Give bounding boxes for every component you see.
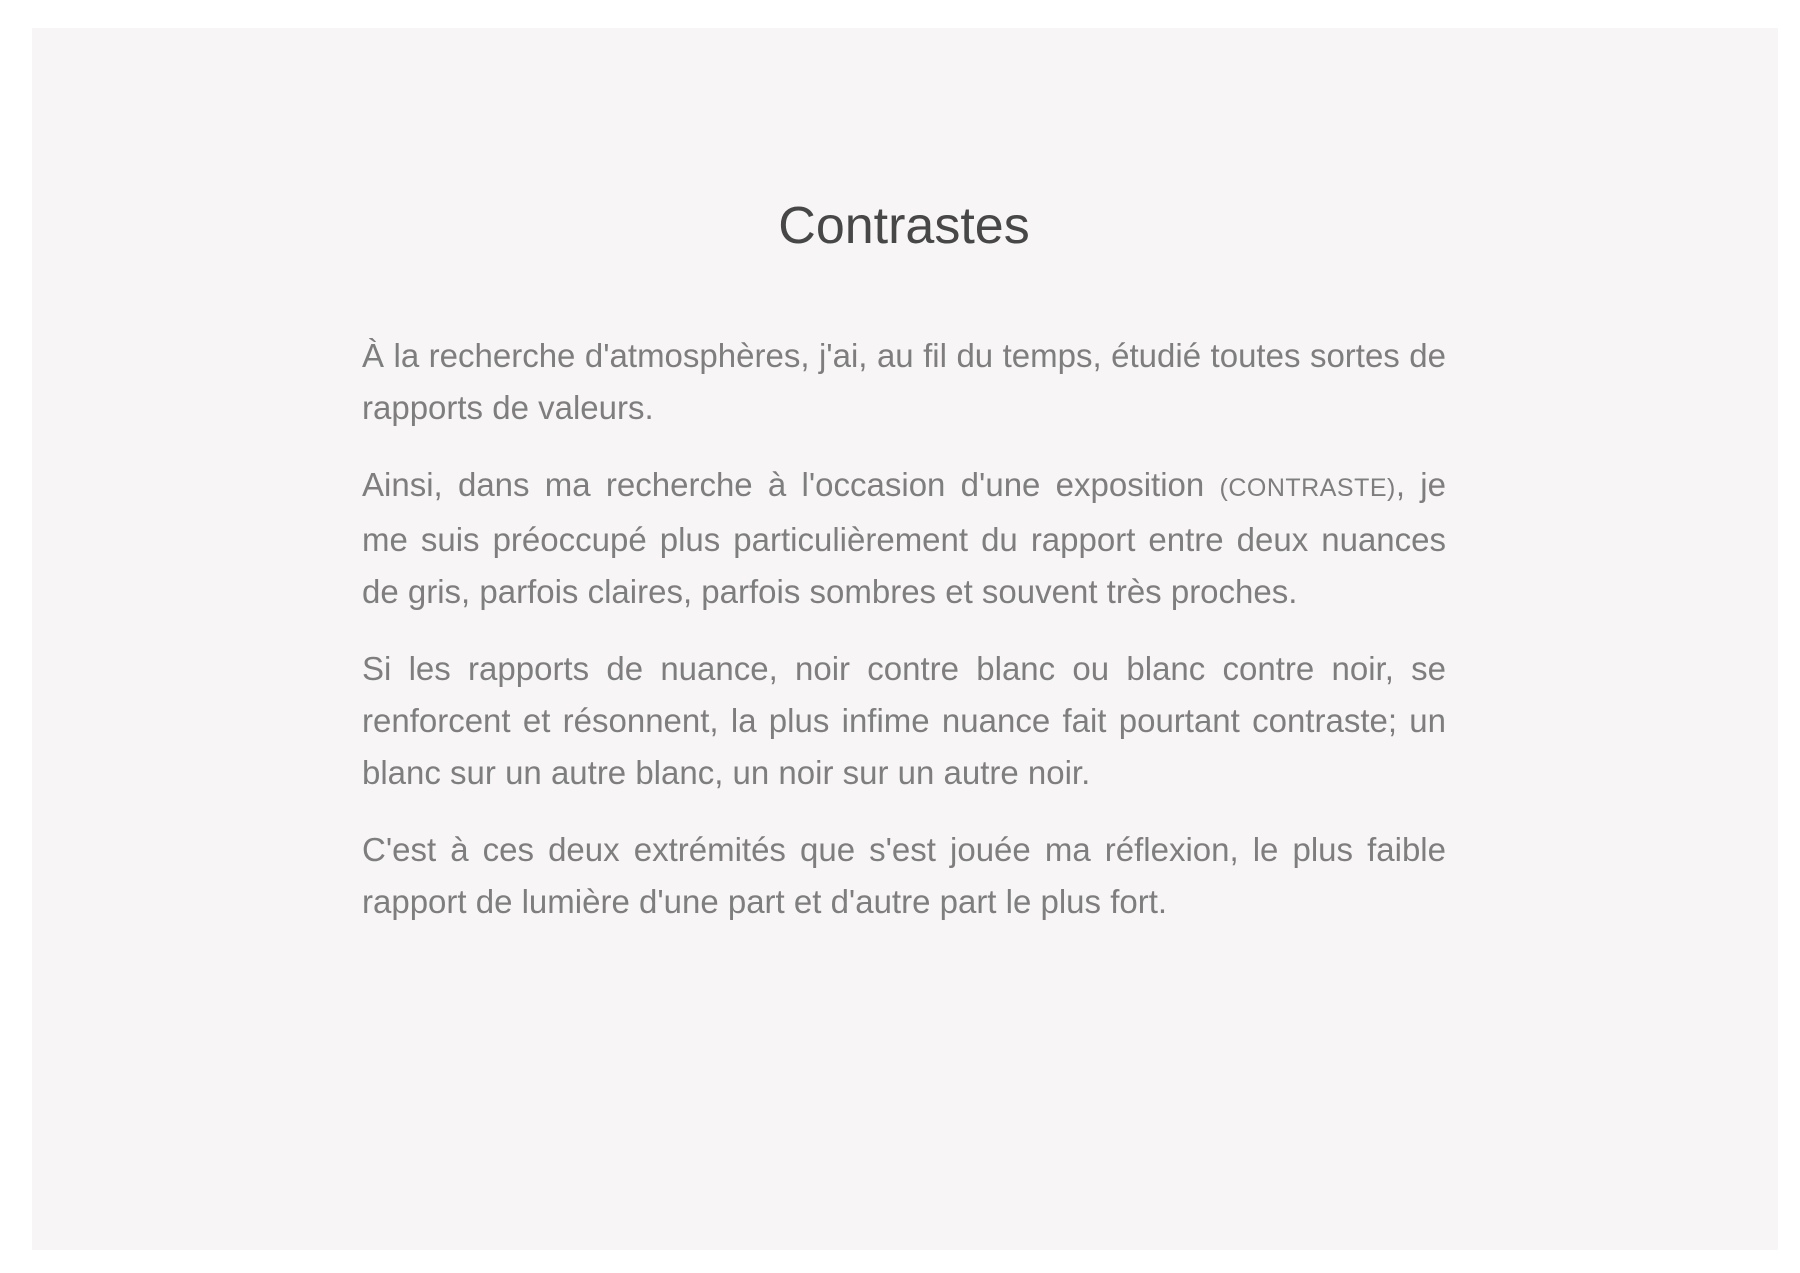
paragraph-2-end: , je me suis préoccupé plus particulièrement du rapport entre deux nuances de gris, parfois claires, parfois sombres et souvent très proches. bbox=[362, 466, 1446, 610]
paragraph-3: Si les rapports de nuance, noir contre blanc ou blanc contre noir, se renforcent et résonnent, la plus infime nuance fait pourtant contraste; un blanc sur un autre blanc, un noir sur un autre noir. bbox=[362, 650, 1446, 791]
paragraph-2-start: Ainsi, dans ma recherche à l'occasion d'une exposition bbox=[362, 466, 1220, 503]
exhibition-name: (CONTRASTE) bbox=[1219, 474, 1396, 502]
paragraph-2 bbox=[362, 459, 1446, 618]
page-title: Contrastes bbox=[778, 197, 1030, 255]
article-body bbox=[362, 330, 1446, 953]
paragraph-1: À la recherche d'atmosphères, j'ai, au fil du temps, étudié toutes sortes de rapports de valeurs. bbox=[362, 337, 1446, 426]
paragraph-4: C'est à ces deux extrémités que s'est jouée ma réflexion, le plus faible rapport de lumière d'une part et d'autre part le plus fort. bbox=[362, 831, 1446, 920]
page-panel bbox=[32, 28, 1778, 1250]
